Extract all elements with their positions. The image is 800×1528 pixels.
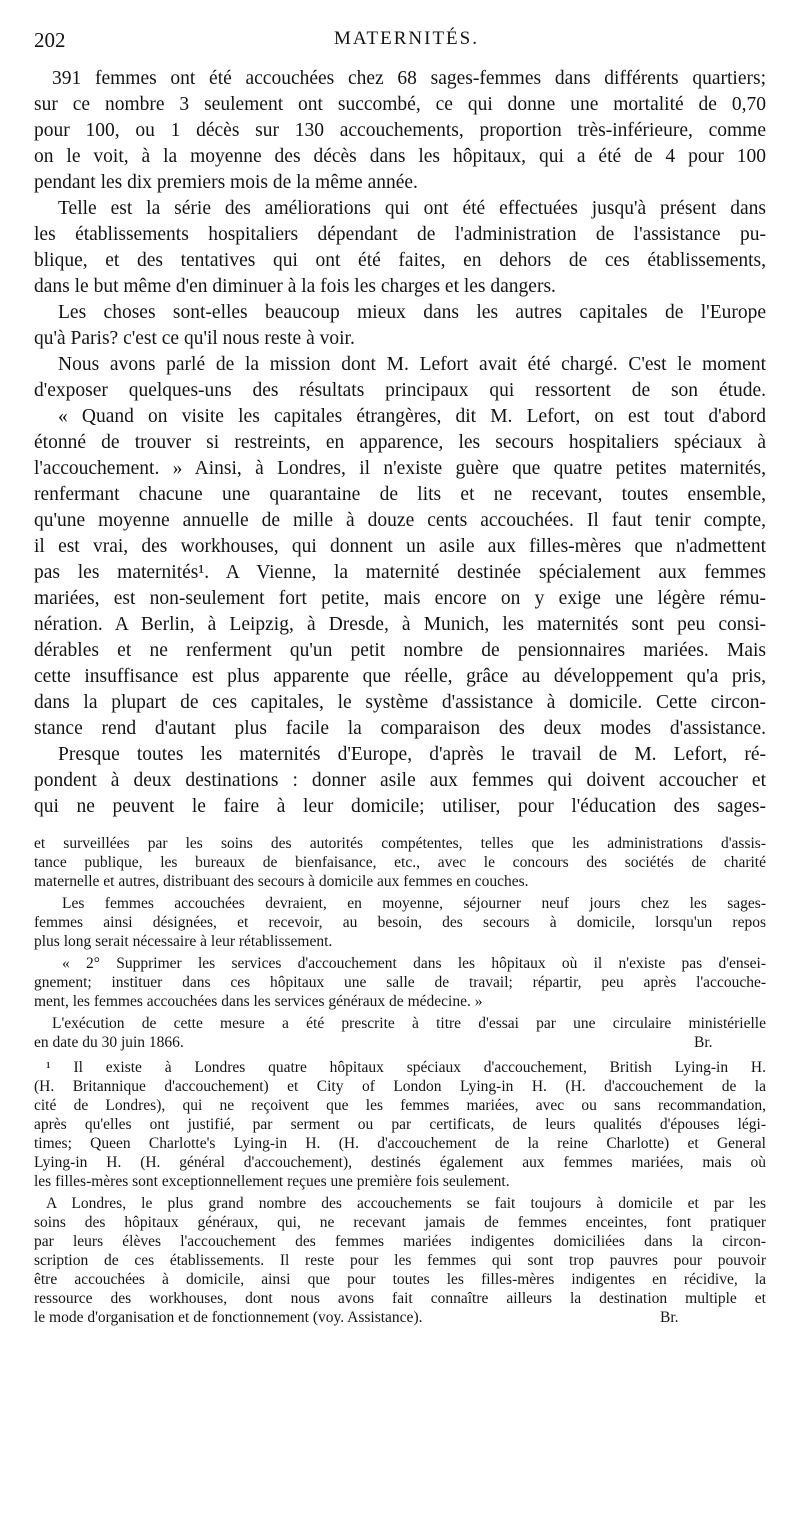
body-line: pas les maternités¹. A Vienne, la maternité destinée spécialement aux femmes xyxy=(34,562,766,583)
footnote-line: Les femmes accouchées devraient, en moyenne, séjourner neuf jours chez les sages- xyxy=(62,895,766,912)
body-line: dans le but même d'en diminuer à la fois les charges et les dangers. xyxy=(34,276,556,297)
footnote-line: plus long serait nécessaire à leur rétablissement. xyxy=(34,933,333,950)
body-line: dans la plupart de ces capitales, le système d'assistance à domicile. Cette circon- xyxy=(34,692,766,713)
body-line: Presque toutes les maternités d'Europe, d'après le travail de M. Lefort, ré- xyxy=(58,744,766,765)
body-line: Les choses sont-elles beaucoup mieux dans les autres capitales de l'Europe xyxy=(58,302,766,323)
body-line: pour 100, ou 1 décès sur 130 accouchements, proportion très-inférieure, comme xyxy=(34,120,766,141)
body-line: blique, et des tentatives qui ont été faites, en dehors de ces établissements, xyxy=(34,250,766,271)
footnote-line: soins des hôpitaux généraux, qui, ne recevant jamais de femmes enceintes, font pratiquer xyxy=(34,1214,766,1231)
body-line: on le voit, à la moyenne des décès dans les hôpitaux, qui a été de 4 pour 100 xyxy=(34,146,766,167)
body-line: il est vrai, des workhouses, qui donnent un asile aux filles-mères que n'admettent xyxy=(34,536,766,557)
footnote-line: Lying-in H. (H. général d'accouchement), destinés également aux femmes mariées, mais où xyxy=(34,1154,766,1171)
body-line: les établissements hospitaliers dépendant de l'administration de l'assistance pu- xyxy=(34,224,766,245)
body-line: 391 femmes ont été accouchées chez 68 sages-femmes dans différents quartiers; xyxy=(52,68,766,89)
footnote-line: femmes ainsi désignées, et recevoir, au besoin, des secours à domicile, lorsqu'un repos xyxy=(34,914,766,931)
footnote-line: par leurs élèves l'accouchement des femmes mariées indigentes domiciliées dans la circon- xyxy=(34,1233,766,1250)
footnote-line: maternelle et autres, distribuant des secours à domicile aux femmes en couches. xyxy=(34,873,529,890)
footnote-line: scription de ces établissements. Il reste pour les femmes qui sont trop pauvres pour pouvoir xyxy=(34,1252,766,1269)
footnote-line: être accouchées à domicile, ainsi que pour toutes les filles-mères indigentes en récidive, la xyxy=(34,1271,766,1288)
body-line: qu'une moyenne annuelle de mille à douze cents accouchées. Il faut tenir compte, xyxy=(34,510,766,531)
footnote-line: ressource des workhouses, dont nous avons fait connaître ailleurs la destination multiple et xyxy=(34,1290,766,1307)
footnote-line: et surveillées par les soins des autorités compétentes, telles que les administrations d'assis- xyxy=(34,835,766,852)
body-line: stance rend d'autant plus facile la comparaison des deux modes d'assistance. xyxy=(34,718,766,739)
body-line: Telle est la série des améliorations qui ont été effectuées jusqu'à présent dans xyxy=(58,198,766,219)
body-line: étonné de trouver si restreints, en apparence, les secours hospitaliers spéciaux à xyxy=(34,432,766,453)
footnote-line: gnement; instituer dans ces hôpitaux une salle de travail; répartir, peu après l'accouche- xyxy=(34,974,766,991)
footnote-line: en date du 30 juin 1866. xyxy=(34,1034,184,1051)
footnote-line: le mode d'organisation et de fonctionnement (voy. Assistance). xyxy=(34,1309,423,1326)
footnote-line: après qu'elles ont justifié, par serment ou par certificats, de leurs qualités d'épouses légi- xyxy=(34,1116,766,1133)
body-line: qu'à Paris? c'est ce qu'il nous reste à voir. xyxy=(34,328,355,349)
footnote-line: ment, les femmes accouchées dans les services généraux de médecine. » xyxy=(34,993,483,1010)
footnote-line: « 2° Supprimer les services d'accouchement dans les hôpitaux où il n'existe pas d'ensei- xyxy=(62,955,766,972)
body-line: pondent à deux destinations : donner asile aux femmes qui doivent accoucher et xyxy=(34,770,766,791)
body-line: « Quand on visite les capitales étrangères, dit M. Lefort, on est tout d'abord xyxy=(58,406,766,427)
footnote-line: ¹ Il existe à Londres quatre hôpitaux spéciaux d'accouchement, British Lying-in H. xyxy=(46,1059,766,1076)
footnote-line: les filles-mères sont exceptionnellement reçues une première fois seulement. xyxy=(34,1173,510,1190)
body-line: renfermant chacune une quarantaine de lits et ne recevant, toutes ensemble, xyxy=(34,484,766,505)
body-line: sur ce nombre 3 seulement ont succombé, ce qui donne une mortalité de 0,70 xyxy=(34,94,766,115)
body-line: pendant les dix premiers mois de la même année. xyxy=(34,172,418,193)
page-header xyxy=(34,28,774,58)
signature-br: Br. xyxy=(694,1034,713,1051)
footnote-line: tance publique, les bureaux de bienfaisance, etc., avec le concours des sociétés de charité xyxy=(34,854,766,871)
body-line: Nous avons parlé de la mission dont M. Lefort avait été chargé. C'est le moment xyxy=(58,354,766,375)
body-line: l'accouchement. » Ainsi, à Londres, il n'existe guère que quatre petites maternités, xyxy=(34,458,766,479)
footnote-line: cité de Londres), qui ne reçoivent que les femmes mariées, avec ou sans recommandation, xyxy=(34,1097,766,1114)
footnote-line: (H. Britannique d'accouchement) et City of London Lying-in H. (H. d'accouchement de la xyxy=(34,1078,766,1095)
body-line: qui ne peuvent le faire à leur domicile; utiliser, pour l'éducation des sages- xyxy=(34,796,766,817)
footnote-line: L'exécution de cette mesure a été prescrite à titre d'essai par une circulaire ministérielle xyxy=(52,1015,766,1032)
footnote-line: A Londres, le plus grand nombre des accouchements se fait toujours à domicile et par les xyxy=(46,1195,766,1212)
footnote-line: times; Queen Charlotte's Lying-in H. (H. d'accouchement de la reine Charlotte) et General xyxy=(34,1135,766,1152)
body-line: cette insuffisance est plus apparente que réelle, grâce au développement qu'a pris, xyxy=(34,666,766,687)
body-line: mariées, est non-seulement fort petite, mais encore on y exige une légère rému- xyxy=(34,588,766,609)
body-line: dérables et ne renferment qu'un petit nombre de pensionnaires mariées. Mais xyxy=(34,640,766,661)
page-number: 202 xyxy=(34,28,66,52)
body-line: nération. A Berlin, à Leipzig, à Dresde, à Munich, les maternités sont peu consi- xyxy=(34,614,766,635)
body-line: d'exposer quelques-uns des résultats principaux qui ressortent de son étude. xyxy=(34,380,766,401)
signature-br: Br. xyxy=(660,1309,679,1326)
running-title: MATERNITÉS. xyxy=(334,28,479,49)
